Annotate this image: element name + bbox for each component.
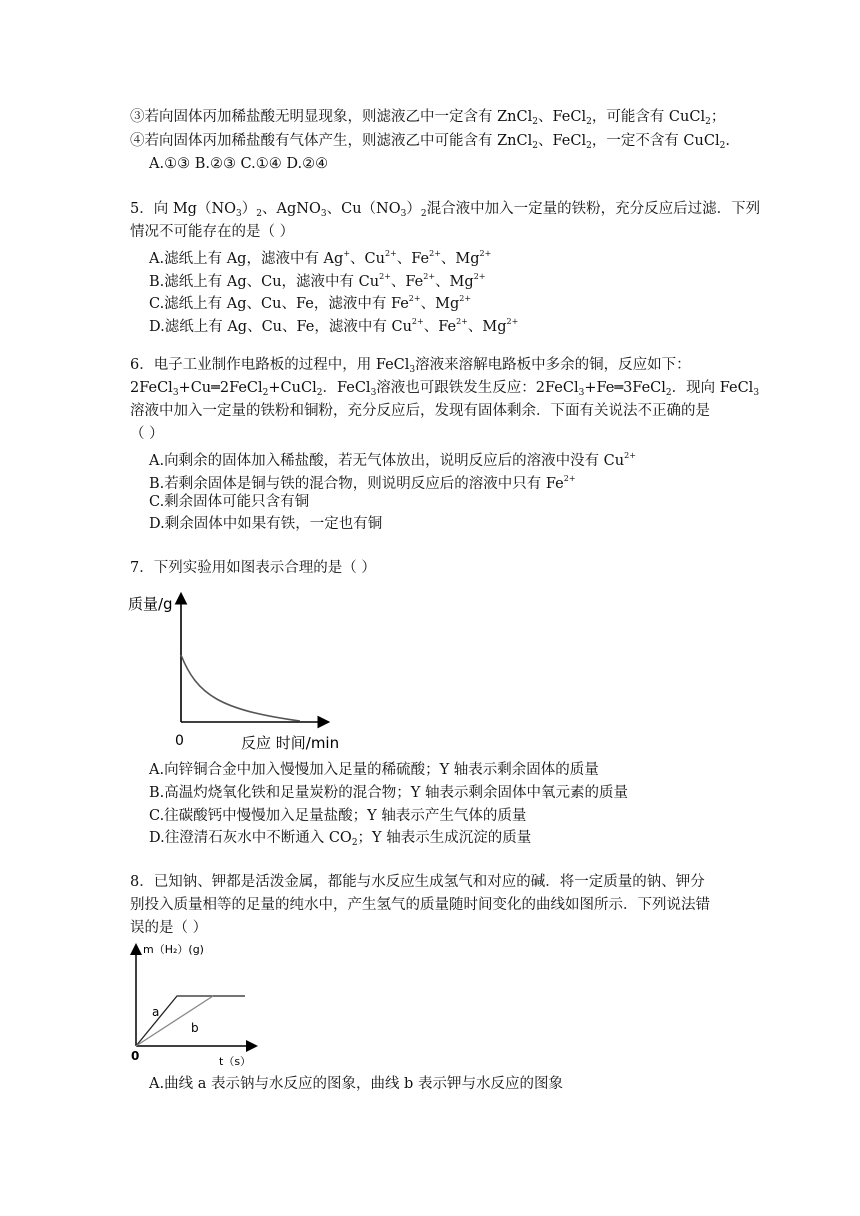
q8-stem-line-2: 别投入质量相等的足量的纯水中，产生氢气的质量随时间变化的曲线如图所示．下列说法错 (130, 897, 710, 913)
q6-stem-line-1: 6．电子工业制作电路板的过程中，用 FeCl$_3$溶液来溶解电路板中多余的铜，反应如下： (130, 357, 691, 375)
q6-option-b: B.若剩余固体是铜与铁的混合物，则说明反应后的溶液中只有 $Fe^{2+}$ (149, 474, 576, 492)
q6-option-a: A.向剩余的固体加入稀盐酸，若无气体放出，说明反应后的溶液中没有 $Cu^{2+}$ (149, 451, 636, 469)
q6-stem-line-2: 2FeCl$_3$+Cu═2FeCl$_2$+CuCl$_2$．FeCl$_3$溶液也可跟铁发生反应：2FeCl$_3$+Fe═3FeCl$_2$．现向 FeCl$_3$ (130, 380, 760, 398)
q5-stem-line-2: 情况不可能存在的是（ ） (130, 224, 295, 240)
q7-decay-curve (181, 655, 300, 721)
q7-option-a: A.向锌铜合金中加入慢慢加入足量的稀硫酸；Y 轴表示剩余固体的质量 (149, 762, 599, 778)
q8-stem-line-3: 误的是（ ） (130, 920, 208, 936)
q4-statement-4: ④若向固体丙加稀盐酸有气体产生，则滤液乙中可能含有 ZnCl$_2$、FeCl$_2$，一定不含有 CuCl$_2$. (130, 133, 730, 151)
q8-stem-line-1: 8．已知钠、钾都是活泼金属，都能与水反应生成氢气和对应的碱．将一定质量的钠、钾分 (130, 874, 705, 890)
q7-stem: 7．下列实验用如图表示合理的是（ ） (130, 560, 376, 576)
q6-stem-line-3: 溶液中加入一定量的铁粉和铜粉，充分反应后，发现有固体剩余．下面有关说法不正确的是 (130, 403, 710, 419)
q4-statement-3: ③若向固体丙加稀盐酸无明显现象，则滤液乙中一定含有 ZnCl$_2$、FeCl$_2$，可能含有 CuCl$_2$； (130, 109, 726, 127)
q8-curve-b (136, 996, 213, 1046)
q8-option-a: A.曲线 a 表示钠与水反应的图象，曲线 b 表示钾与水反应的图象 (149, 1076, 563, 1092)
q8-figure (125, 938, 265, 1070)
q7-y-label: 质量/g (128, 595, 173, 613)
q6-option-d: D.剩余固体中如果有铁，一定也有铜 (149, 516, 383, 532)
q7-x-label: 反应 时间/min (241, 734, 340, 752)
q6-option-c: C.剩余固体可能只含有铜 (149, 494, 310, 510)
q5-option-b: B.滤纸上有 Ag、Cu，滤液中有 $Cu^{2+}$、$Fe^{2+}$、$Mg^{2+}$ (149, 272, 486, 290)
q7-option-c: C.往碳酸钙中慢慢加入足量盐酸；Y 轴表示产生气体的质量 (149, 808, 527, 824)
q8-origin-label: 0 (131, 1049, 140, 1063)
q5-stem-line-1: 5．向 $Mg(NO_3)_2$、AgNO$_3$、$Cu(NO_3)_2$混合液中加入一定量的铁粉，充分反应后过滤．下列 (130, 201, 761, 219)
q5-option-d: D.滤纸上有 Ag、Cu、Fe，滤液中有 $Cu^{2+}$、$Fe^{2+}$、$Mg^{2+}$ (149, 317, 519, 335)
q4-options: A.①③ B.②③ C.①④ D.②④ (149, 156, 329, 172)
q8-y-label: m（H₂）(g) (143, 943, 204, 956)
q8-curve-a-label: a (152, 1005, 160, 1019)
q8-x-label: t（s） (219, 1055, 252, 1068)
q7-figure (125, 585, 345, 755)
q8-curve-b-label: b (191, 1021, 199, 1035)
q5-option-a: A.滤纸上有 Ag，滤液中有 Ag+、$Cu^{2+}$、$Fe^{2+}$、$Mg^{2+}$ (149, 249, 492, 267)
q5-option-c: C.滤纸上有 Ag、Cu、Fe，滤液中有 $Fe^{2+}$、$Mg^{2+}$ (149, 294, 472, 312)
q7-option-d: D.往澄清石灰水中不断通入 $CO_2$；Y 轴表示生成沉淀的质量 (149, 830, 532, 848)
q7-option-b: B.高温灼烧氧化铁和足量炭粉的混合物；Y 轴表示剩余固体中氧元素的质量 (149, 785, 628, 801)
q7-origin-label: 0 (175, 733, 184, 749)
q6-stem-line-4: （ ） (130, 426, 164, 442)
